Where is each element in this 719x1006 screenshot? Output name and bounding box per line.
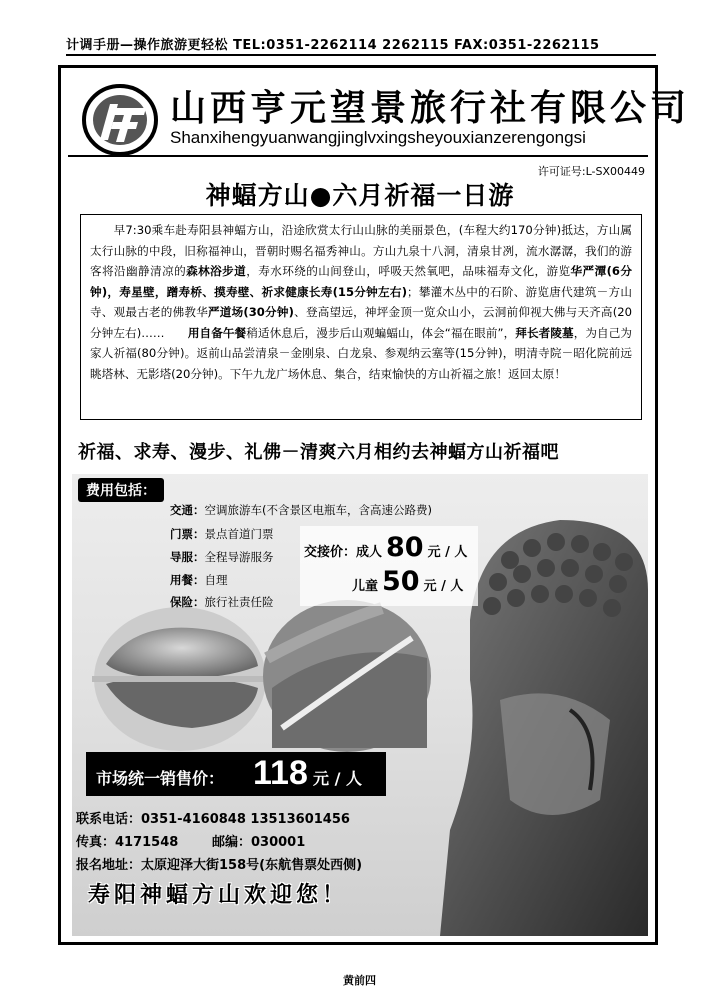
itinerary-segment: 严道场(30分钟) [208,305,294,319]
itinerary-segment: ；攀灌木丛中的石阶、游览唐代建筑－方山寺、观最古老的佛教华 [90,284,632,319]
child-price: 儿童 50 元 / 人 [352,566,464,597]
contact-phone: 联系电话：0351-4160848 13513601456 [76,812,350,827]
slogan: 祈福、求寿、漫步、礼佛－清爽六月相约去神蝠方山祈福吧 [78,442,559,463]
license-number: 许可证号:L-SX00449 [537,165,645,178]
itinerary-segment: 华严潭(6分钟)，寿星壁，蹭寿桥、摸寿壁、祈求健康长寿(15分钟左右) [90,264,632,299]
fee-item-insurance: 保险：旅行社责任险 [170,595,274,609]
page-footer: 黄前四 [343,974,376,987]
contact-zip: 邮编：030001 [212,835,306,850]
company-name-cn: 山西亨元望景旅行社有限公司 [170,88,691,129]
fee-item-transport: 交通：空调旅游车(不含景区电瓶车，含高速公路费) [170,503,432,517]
itinerary-segment: 、登高望远，神坪金顶一览众山小，云洞前仰视大佛与天齐高(20分钟左右)…… [90,305,632,340]
itinerary-segment: 稍适休息后，漫步后山观蝙蝠山，体会“福在眼前”， [246,325,516,340]
contact-address: 报名地址：太原迎泽大街158号(东航售票处西侧) [76,858,363,873]
hf-logo-icon [80,82,160,157]
itinerary-segment: ，为自己为家人祈福(80分钟)。返前山品尝清泉－金刚泉、白龙泉、参观纳云塞等(15分钟)，明清寺院－昭化院前远眺塔林、无影塔(20分钟)。下午九龙广场休息、集合，结束愉快的方山祈福之旅！返回太原！ [90,325,632,381]
fee-item-tickets: 门票：景点首道门票 [170,527,274,541]
welcome-banner: 寿阳神蝠方山欢迎您！ [88,883,349,908]
market-price-banner: 市场统一销售价： 118 元 / 人 [86,752,386,796]
itinerary-segment: ，寿水环绕的山间登山，呼吸天然氧吧，品味福寿文化，游览 [246,264,571,278]
fees-label: 费用包括： [78,478,164,502]
tour-title: 神蝠方山●六月祈福一日游 [205,181,515,210]
itinerary-segment: 森林浴步道 [186,264,247,278]
mountain-path-photo [262,598,432,753]
divider [68,155,648,157]
adult-price: 交接价：成人 80 元 / 人 [304,532,468,563]
fee-item-guide: 导服：全程导游服务 [170,550,274,564]
itinerary-segment: 早7:30乘车赴寿阳县神蝠方山，沿途欣赏太行山山脉的美丽景色，(车程大约170分钟)抵达，方山属太行山脉的中段，旧称福神山，晋朝时赐名福秀神山。方山九泉十八洞，清泉甘冽，流水潺潺，我们的游客将沿幽静清凉的 [90,223,632,278]
rock-reflection-photo [92,604,268,754]
contact-fax: 传真：4171548 [76,835,179,850]
header-contact-line: 计调手册—操作旅游更轻松 TEL:0351-2262114 2262115 FAX:0351-2262115 [66,34,656,56]
itinerary-segment: 拜长者陵墓 [515,325,574,340]
itinerary-box [80,214,642,420]
itinerary-segment: 用自备午餐 [187,325,247,340]
company-name-en: Shanxihengyuanwangjinglvxingsheyouxianzerengongsi [170,128,586,147]
fee-item-meals: 用餐：自理 [170,573,228,587]
